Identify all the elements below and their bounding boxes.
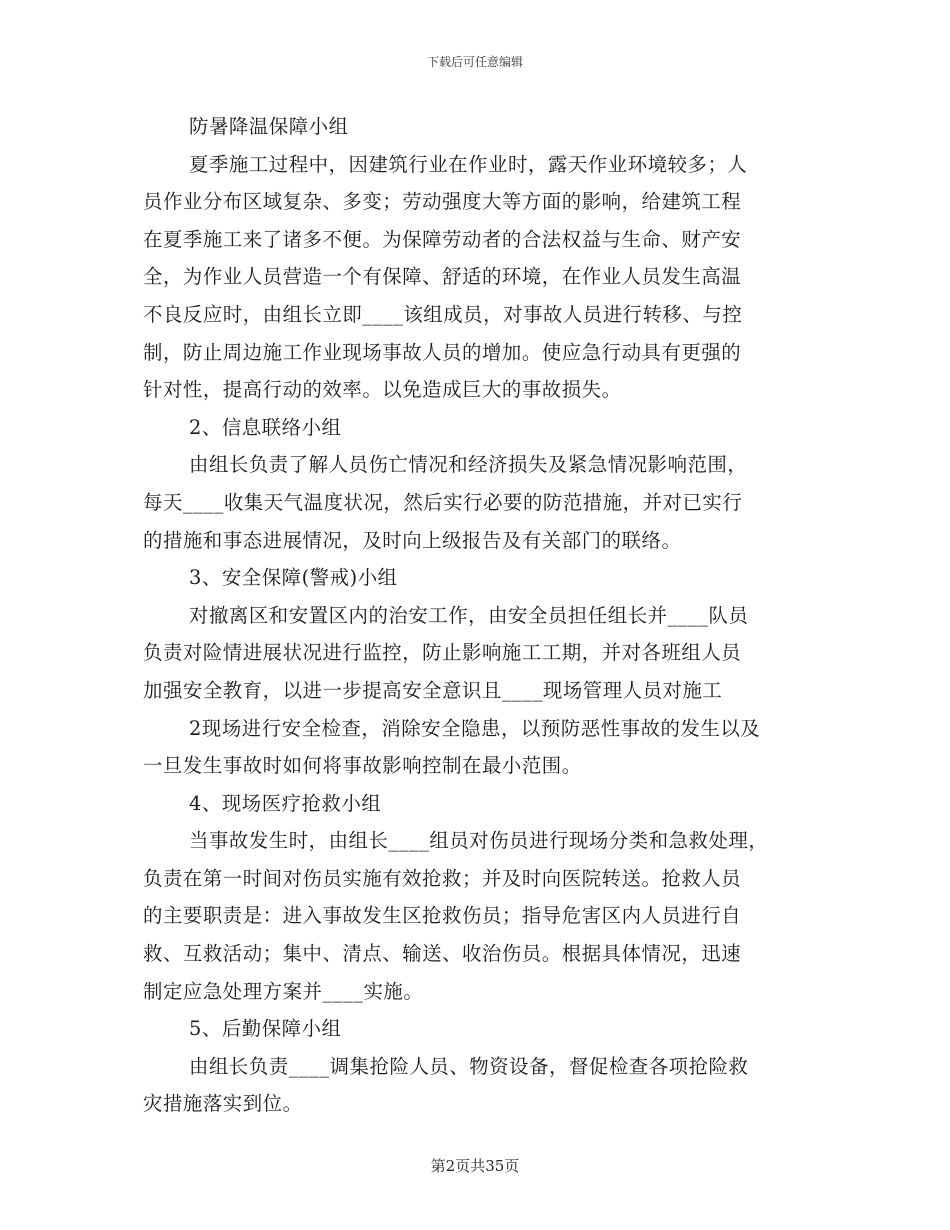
page-header: 下载后可任意编辑 (426, 55, 523, 69)
text-line: 制定应急处理方案并____实施。 (143, 979, 424, 1003)
text-line: 对撤离区和安置区内的治安工作，由安全员担任组长并____队员 (189, 603, 749, 627)
text-line: 针对性，提高行动的效率。以免造成巨大的事故损失。 (143, 378, 622, 402)
document-body (143, 108, 815, 1123)
text-line: 的措施和事态进展情况，及时向上级报告及有关部门的联络。 (143, 528, 682, 552)
text-line: 全，为作业人员营造一个有保障、舒适的环境，在作业人员发生高温 (143, 265, 742, 289)
page-footer: 第2页共35页 (430, 1157, 520, 1175)
text-line: 防暑降温保障小组 (189, 115, 349, 138)
text-line: 当事故发生时，由组长____组员对伤员进行现场分类和急救处理， (189, 829, 769, 853)
text-line: 3、安全保障(警戒)小组 (189, 566, 398, 590)
text-line: 夏季施工过程中，因建筑行业在作业时，露天作业环境较多；人 (189, 152, 748, 176)
text-line: 灾措施落实到位。 (143, 1092, 303, 1116)
text-line: 制，防止周边施工作业现场事故人员的增加。使应急行动具有更强的 (143, 340, 742, 364)
text-line: 每天____收集天气温度状况，然后实行必要的防范措施，并对已实行 (143, 490, 743, 514)
text-line: 在夏季施工来了诸多不便。为保障劳动者的合法权益与生命、财产安 (143, 227, 742, 251)
text-line: 负责对险情进展状况进行监控，防止影响施工工期，并对各班组人员 (143, 641, 742, 665)
text-line: 由组长负责了解人员伤亡情况和经济损失及紧急情况影响范围， (189, 453, 748, 477)
text-line: 员作业分布区域复杂、多变；劳动强度大等方面的影响，给建筑工程 (143, 190, 742, 214)
text-line: 救、互救活动；集中、清点、输送、收治伤员。根据具体情况，迅速 (143, 942, 742, 966)
text-line: 4、现场医疗抢救小组 (189, 791, 382, 815)
text-line: 一旦发生事故时如何将事故影响控制在最小范围。 (143, 754, 582, 778)
text-line: 2、信息联络小组 (189, 415, 342, 439)
text-line: 由组长负责____调集抢险人员、物资设备，督促检查各项抢险救 (189, 1054, 749, 1078)
text-line: 负责在第一时间对伤员实施有效抢救；并及时向医院转送。抢救人员 (143, 866, 742, 890)
text-line: 不良反应时，由组长立即____该组成员，对事故人员进行转移、与控 (143, 302, 743, 326)
text-line: 2现场进行安全检查，消除安全隐患，以预防恶性事故的发生以及 (189, 716, 761, 740)
text-line: 5、后勤保障小组 (189, 1017, 342, 1041)
text-line: 加强安全教育，以进一步提高安全意识且____现场管理人员对施工 (143, 678, 723, 702)
text-line: 的主要职责是：进入事故发生区抢救伤员；指导危害区内人员进行自 (143, 904, 742, 928)
